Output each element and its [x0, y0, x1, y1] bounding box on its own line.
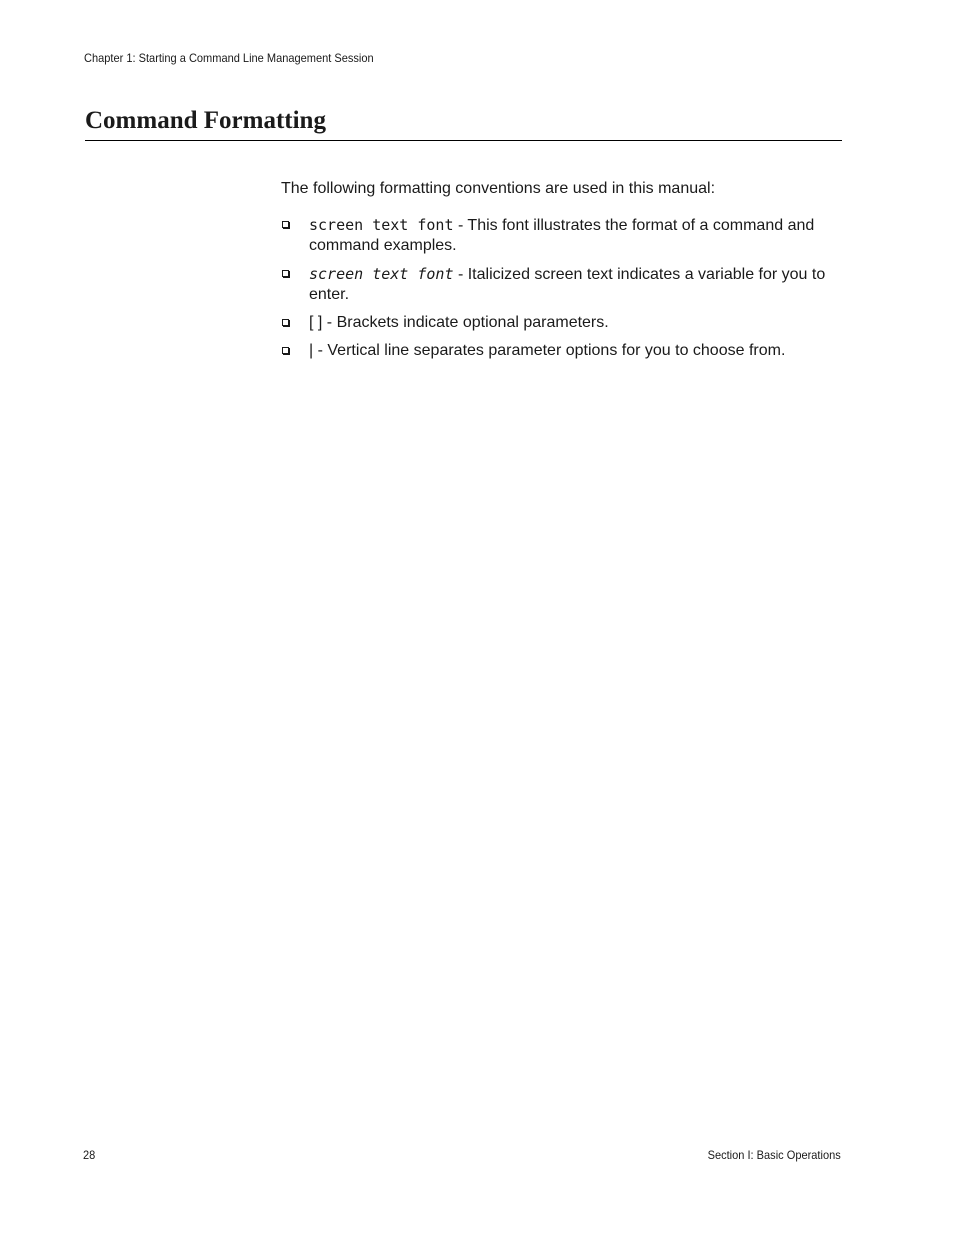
convention-term: screen text font [309, 265, 454, 283]
section-body [281, 179, 846, 369]
convention-description: - This font illustrates the format of a command and command examples. [309, 217, 815, 254]
convention-term: screen text font [309, 216, 454, 234]
conventions-list [281, 215, 846, 361]
convention-description: - Brackets indicate optional parameters. [322, 314, 609, 331]
list-item [281, 264, 846, 305]
title-rule [85, 140, 842, 141]
running-header: Chapter 1: Starting a Command Line Management Session [84, 51, 374, 65]
section-title: Command Formatting [85, 107, 326, 134]
convention-term: [ ] [309, 314, 323, 331]
convention-description: - Italicized screen text indicates a variable for you to enter. [309, 266, 826, 303]
intro-paragraph: The following formatting conventions are used in this manual: [281, 180, 716, 197]
checkbox-bullet-icon [282, 221, 289, 228]
checkbox-bullet-icon [282, 347, 289, 354]
convention-term: | [309, 342, 314, 359]
running-footer: Section I: Basic Operations [707, 1148, 841, 1162]
convention-description: - Vertical line separates parameter options for you to choose from. [313, 342, 786, 359]
list-item [281, 341, 846, 361]
list-item [281, 215, 846, 256]
list-item [281, 313, 846, 333]
checkbox-bullet-icon [282, 270, 289, 277]
page-number: 28 [83, 1148, 96, 1162]
checkbox-bullet-icon [282, 319, 289, 326]
